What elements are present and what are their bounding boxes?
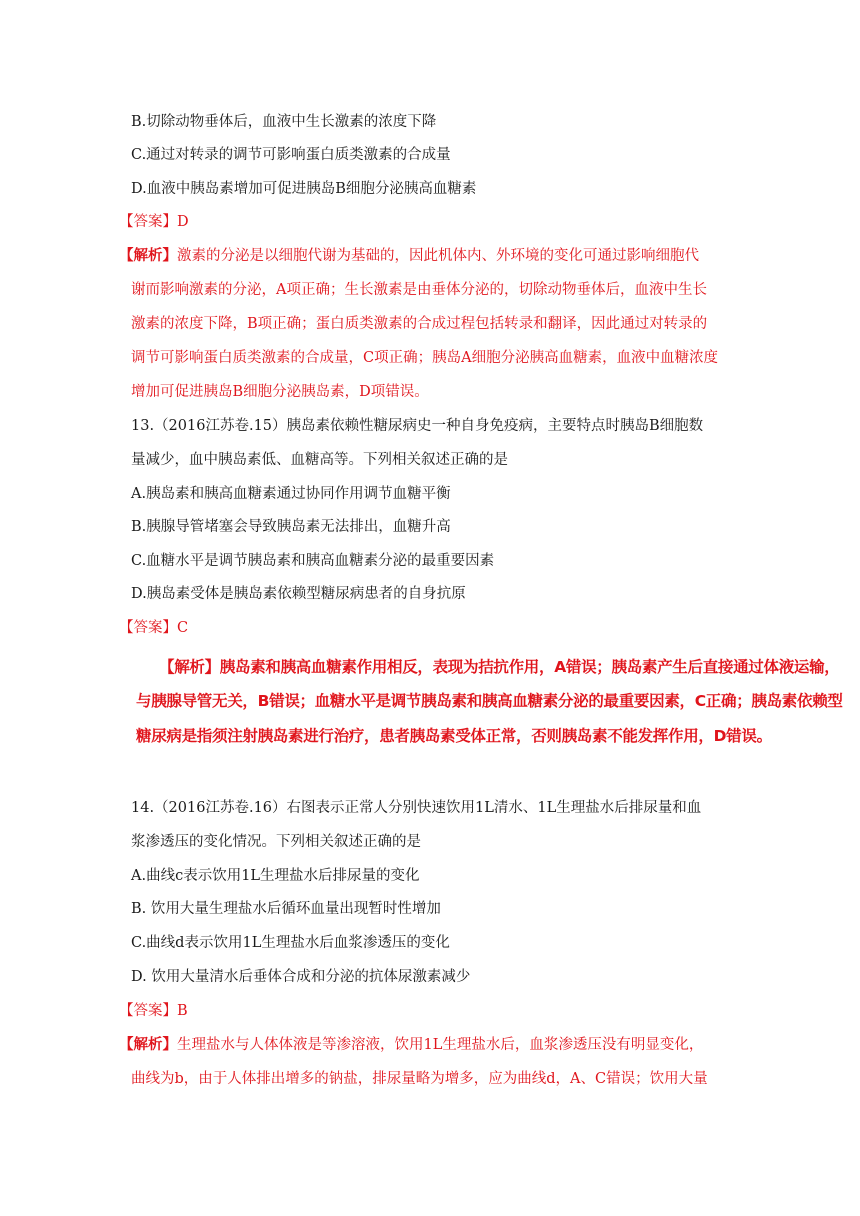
answer-value: C: [177, 620, 189, 636]
analysis-label: 【解析】: [119, 1036, 177, 1053]
q13-option-b: B.胰腺导管堵塞会导致胰岛素无法排出，血糖升高: [131, 519, 451, 535]
q12-analysis-line-5: 增加可促进胰岛B细胞分泌胰岛素，D项错误。: [131, 384, 429, 400]
q14-stem-line-1: 14.（2016江苏卷.16）右图表示正常人分别快速饮用1L清水、1L生理盐水后排尿量和血: [131, 800, 702, 816]
q13-option-d: D.胰岛素受体是胰岛素依赖型糖尿病患者的自身抗原: [131, 586, 466, 602]
answer-value: D: [177, 214, 189, 230]
q12-answer: [119, 212, 189, 232]
q14-stem-line-2: 浆渗透压的变化情况。下列相关叙述正确的是: [131, 834, 421, 850]
answer-label: 【答案】: [119, 620, 177, 636]
q13-option-a: A.胰岛素和胰高血糖素通过协同作用调节血糖平衡: [131, 486, 451, 502]
q13-answer: [119, 618, 188, 638]
q14-option-a: A.曲线c表示饮用1L生理盐水后排尿量的变化: [131, 868, 420, 884]
q12-option-c: C.通过对转录的调节可影响蛋白质类激素的合成量: [131, 147, 451, 163]
q12-analysis-line-1: [119, 246, 699, 266]
answer-value: B: [177, 1003, 188, 1019]
q12-analysis-line-3: 激素的浓度下降，B项正确；蛋白质类激素的合成过程包括转录和翻译，因此通过对转录的: [131, 316, 708, 332]
q14-option-d: D. 饮用大量清水后垂体合成和分泌的抗体尿激素减少: [131, 969, 471, 985]
q13-analysis-image-line-3: 糖尿病是指须注射胰岛素进行治疗，患者胰岛素受体正常，否则胰岛素不能发挥作用，D错误。: [136, 727, 772, 745]
q13-stem-line-2: 量减少，血中胰岛素低、血糖高等。下列相关叙述正确的是: [131, 452, 508, 468]
q13-analysis-image-line-1: 【解析】胰岛素和胰高血糖素作用相反，表现为拮抗作用，A错误；胰岛素产生后直接通过体液运输，: [159, 658, 840, 676]
q13-analysis-image: [131, 650, 843, 768]
q14-option-c: C.曲线d表示饮用1L生理盐水后血浆渗透压的变化: [131, 935, 450, 951]
q12-option-b: B.切除动物垂体后，血液中生长激素的浓度下降: [131, 114, 437, 130]
q12-analysis-line-2: 谢而影响激素的分泌，A项正确；生长激素是由垂体分泌的，切除动物垂体后，血液中生长: [131, 282, 707, 298]
analysis-text: 激素的分泌是以细胞代谢为基础的，因此机体内、外环境的变化可通过影响细胞代: [177, 248, 699, 264]
q14-analysis-line-2: 曲线为b，由于人体排出增多的钠盐，排尿量略为增多，应为曲线d，A、C错误；饮用大量: [131, 1071, 708, 1087]
answer-label: 【答案】: [119, 1003, 177, 1019]
q14-option-b: B. 饮用大量生理盐水后循环血量出现暂时性增加: [131, 901, 441, 917]
q14-answer: [119, 1001, 188, 1021]
q13-analysis-image-line-2: 与胰腺导管无关，B错误；血糖水平是调节胰岛素和胰高血糖素分泌的最重要因素，C正确；胰岛素依赖型: [136, 692, 843, 710]
q13-stem-line-1: 13.（2016江苏卷.15）胰岛素依赖性糖尿病史一种自身免疫病，主要特点时胰岛B细胞数: [131, 418, 704, 434]
q13-option-c: C.血糖水平是调节胰岛素和胰高血糖素分泌的最重要因素: [131, 553, 495, 569]
q12-option-d: D.血液中胰岛素增加可促进胰岛B细胞分泌胰高血糖素: [131, 181, 477, 197]
answer-label: 【答案】: [119, 214, 177, 230]
analysis-label: 【解析】: [119, 247, 177, 264]
analysis-text: 生理盐水与人体体液是等渗溶液，饮用1L生理盐水后，血浆渗透压没有明显变化，: [177, 1037, 704, 1053]
q14-analysis-line-1: [119, 1035, 703, 1055]
q12-analysis-line-4: 调节可影响蛋白质类激素的合成量，C项正确；胰岛A细胞分泌胰高血糖素，血液中血糖浓度: [131, 350, 719, 366]
